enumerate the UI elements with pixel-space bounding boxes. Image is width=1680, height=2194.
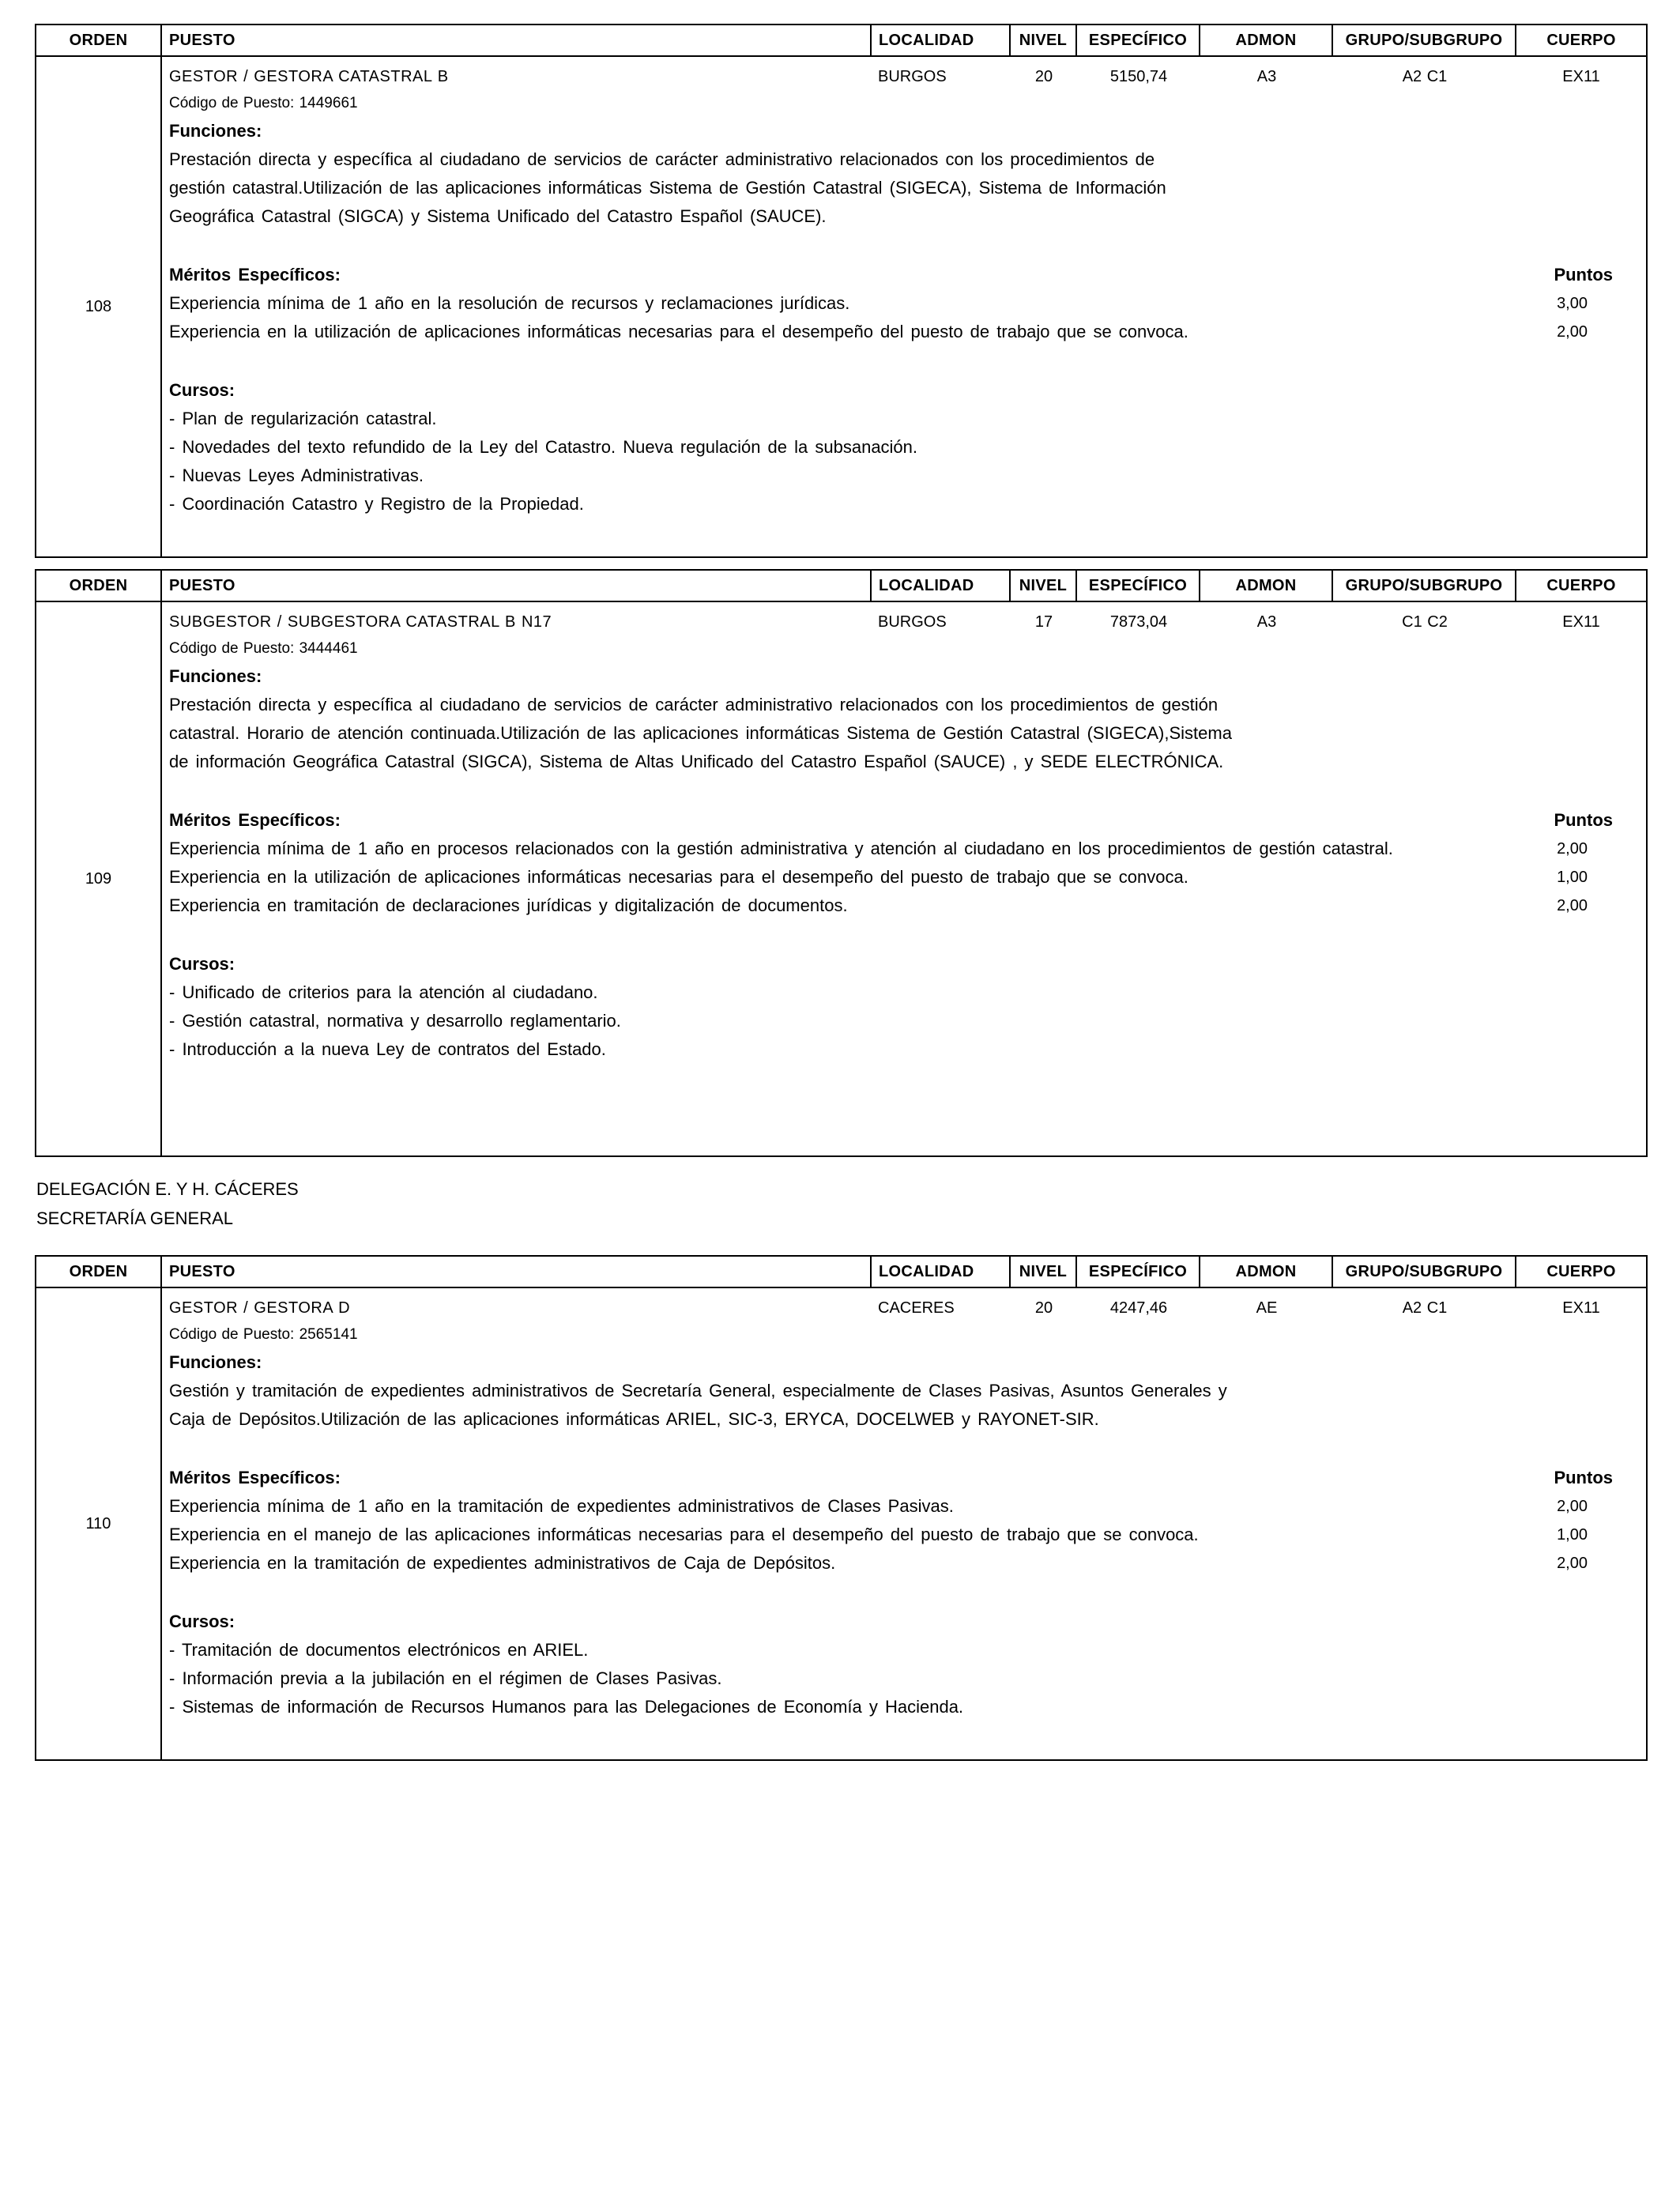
column-header-cuerpo: CUERPO	[1546, 31, 1616, 49]
column-header-localidad: LOCALIDAD	[872, 25, 1011, 55]
column-header-nivel: NIVEL	[1011, 571, 1077, 601]
course-item: - Plan de regularización catastral.	[169, 409, 437, 428]
funciones-line: gestión catastral.Utilización de las aplicaciones informáticas Sistema de Gestión Catastral (SIGECA), Sistema de Información	[169, 178, 1166, 198]
merit-row	[162, 1492, 1646, 1521]
table-header	[36, 25, 1646, 57]
column-header-localidad: LOCALIDAD	[872, 571, 1011, 601]
orden-value: 108	[36, 57, 162, 556]
admon-value: AE	[1256, 1299, 1278, 1317]
course-item: - Tramitación de documentos electrónicos en ARIEL.	[169, 1640, 589, 1660]
grupo-subgrupo-value: C1 C2	[1402, 613, 1448, 631]
column-header-puesto: PUESTO	[162, 571, 872, 601]
funciones-label: Funciones:	[169, 666, 262, 686]
merit-points: 2,00	[1557, 1555, 1588, 1572]
nivel-value: 17	[1034, 613, 1053, 631]
column-header-nivel: NIVEL	[1011, 1257, 1077, 1287]
merit-row	[162, 1521, 1646, 1549]
admon-value: A3	[1256, 67, 1277, 85]
merit-text: Experiencia mínima de 1 año en la tramitación de expedientes administrativos de Clases Pasivas.	[169, 1496, 954, 1516]
merit-points: 1,00	[1557, 1526, 1588, 1544]
merit-text: Experiencia en tramitación de declaraciones jurídicas y digitalización de documentos.	[169, 895, 848, 915]
funciones-label: Funciones:	[169, 121, 262, 141]
column-header-puesto: PUESTO	[162, 25, 872, 55]
column-header-admon: ADMON	[1200, 1257, 1333, 1287]
codigo-puesto: Código de Puesto: 1449661	[169, 95, 358, 111]
funciones-label: Funciones:	[169, 1352, 262, 1372]
cursos-list	[162, 978, 1646, 1064]
cursos-label: Cursos:	[169, 954, 235, 974]
column-header-especifico: ESPECÍFICO	[1077, 1257, 1200, 1287]
merit-points: 1,00	[1557, 869, 1588, 886]
position-block-108	[35, 24, 1648, 558]
table-body	[36, 57, 1646, 556]
column-header-cuerpo: CUERPO	[1546, 1262, 1616, 1280]
delegation-subtitle: SECRETARÍA GENERAL	[36, 1208, 233, 1228]
merit-text: Experiencia mínima de 1 año en la resolución de recursos y reclamaciones jurídicas.	[169, 293, 850, 313]
localidad-value: BURGOS	[878, 613, 947, 631]
meritos-label: Méritos Específicos:	[169, 1468, 341, 1487]
course-item: - Introducción a la nueva Ley de contratos del Estado.	[169, 1039, 606, 1059]
course-item: - Gestión catastral, normativa y desarrollo reglamentario.	[169, 1011, 621, 1031]
merit-text: Experiencia en el manejo de las aplicaciones informáticas necesarias para el desempeño del puesto de trabajo que se convoca.	[169, 1525, 1199, 1544]
funciones-paragraph	[162, 145, 1646, 231]
especifico-value: 7873,04	[1109, 613, 1168, 631]
puesto-value: GESTOR / GESTORA CATASTRAL B	[169, 67, 449, 85]
especifico-value: 4247,46	[1109, 1299, 1168, 1317]
orden-value: 110	[36, 1288, 162, 1759]
column-header-especifico: ESPECÍFICO	[1077, 25, 1200, 55]
delegation-title: DELEGACIÓN E. Y H. CÁCERES	[36, 1179, 299, 1199]
cuerpo-value: EX11	[1562, 1299, 1600, 1317]
funciones-paragraph	[162, 691, 1646, 776]
nivel-value: 20	[1034, 67, 1053, 85]
course-item: - Sistemas de información de Recursos Humanos para las Delegaciones de Economía y Hacienda.	[169, 1697, 964, 1717]
merit-row	[162, 1549, 1646, 1578]
merit-points: 2,00	[1557, 840, 1588, 858]
cuerpo-value: EX11	[1562, 67, 1600, 85]
values-row	[162, 609, 1646, 635]
puntos-label: Puntos	[1554, 1468, 1613, 1487]
table-body	[36, 1288, 1646, 1759]
column-header-orden: ORDEN	[36, 1257, 162, 1287]
merit-points: 2,00	[1557, 897, 1588, 914]
merit-row	[162, 835, 1646, 863]
merit-text: Experiencia en la tramitación de expedientes administrativos de Caja de Depósitos.	[169, 1553, 836, 1573]
nivel-value: 20	[1034, 1299, 1053, 1317]
column-header-admon: ADMON	[1200, 571, 1333, 601]
course-item: - Información previa a la jubilación en el régimen de Clases Pasivas.	[169, 1668, 722, 1688]
column-header-grupo-subgrupo: GRUPO/SUBGRUPO	[1333, 571, 1516, 601]
values-row	[162, 1295, 1646, 1321]
position-block-110	[35, 1255, 1648, 1761]
cuerpo-value: EX11	[1562, 613, 1600, 631]
position-block-109	[35, 569, 1648, 1157]
merit-row	[162, 892, 1646, 920]
especifico-value: 5150,74	[1109, 67, 1168, 85]
merit-text: Experiencia en la utilización de aplicaciones informáticas necesarias para el desempeño del puesto de trabajo que se convoca.	[169, 322, 1188, 341]
localidad-value: BURGOS	[878, 67, 947, 85]
puesto-value: GESTOR / GESTORA D	[169, 1299, 351, 1317]
merit-text: Experiencia mínima de 1 año en procesos relacionados con la gestión administrativa y atención al ciudadano en los procedimientos de gestión catastral.	[169, 839, 1393, 858]
funciones-line: catastral. Horario de atención continuada.Utilización de las aplicaciones informáticas Sistema de Gestión Catastral (SIGECA),Sistema	[169, 723, 1232, 743]
column-header-grupo-subgrupo: GRUPO/SUBGRUPO	[1333, 1257, 1516, 1287]
cursos-label: Cursos:	[169, 1612, 235, 1631]
orden-value: 109	[36, 602, 162, 1155]
merit-points: 2,00	[1557, 1498, 1588, 1515]
admon-value: A3	[1256, 613, 1277, 631]
meritos-header	[162, 261, 1646, 289]
funciones-line: Prestación directa y específica al ciudadano de servicios de carácter administrativo relacionados con los procedimientos de	[169, 149, 1155, 169]
values-row	[162, 63, 1646, 90]
column-header-puesto: PUESTO	[162, 1257, 872, 1287]
grupo-subgrupo-value: A2 C1	[1402, 1299, 1448, 1317]
cursos-label: Cursos:	[169, 380, 235, 400]
puntos-label: Puntos	[1554, 265, 1613, 285]
codigo-puesto: Código de Puesto: 2565141	[169, 1326, 358, 1343]
course-item: - Coordinación Catastro y Registro de la Propiedad.	[169, 494, 584, 514]
column-header-admon: ADMON	[1200, 25, 1333, 55]
column-header-especifico: ESPECÍFICO	[1077, 571, 1200, 601]
funciones-line: Gestión y tramitación de expedientes administrativos de Secretaría General, especialmente de Clases Pasivas, Asuntos Generales y	[169, 1381, 1227, 1400]
position-content	[162, 57, 1646, 556]
course-item: - Nuevas Leyes Administrativas.	[169, 466, 424, 485]
column-header-nivel: NIVEL	[1011, 25, 1077, 55]
table-header	[36, 571, 1646, 602]
column-header-cuerpo: CUERPO	[1546, 576, 1616, 594]
table-header	[36, 1257, 1646, 1288]
meritos-label: Méritos Específicos:	[169, 265, 341, 285]
merit-row	[162, 318, 1646, 346]
cursos-list	[162, 405, 1646, 518]
localidad-value: CACERES	[878, 1299, 955, 1317]
column-header-orden: ORDEN	[36, 25, 162, 55]
merit-row	[162, 863, 1646, 892]
table-body	[36, 602, 1646, 1155]
funciones-line: de información Geográfica Catastral (SIGCA), Sistema de Altas Unificado del Catastro Español (SAUCE) , y SEDE ELECTRÓNICA.	[169, 752, 1224, 771]
merit-row	[162, 289, 1646, 318]
meritos-header	[162, 806, 1646, 835]
delegation-section-header	[36, 1174, 1680, 1233]
funciones-paragraph	[162, 1377, 1646, 1434]
cursos-list	[162, 1636, 1646, 1721]
funciones-line: Prestación directa y específica al ciudadano de servicios de carácter administrativo relacionados con los procedimientos de gestión	[169, 695, 1219, 714]
position-content	[162, 602, 1646, 1155]
merit-points: 2,00	[1557, 323, 1588, 341]
meritos-label: Méritos Específicos:	[169, 810, 341, 830]
course-item: - Unificado de criterios para la atención al ciudadano.	[169, 982, 598, 1002]
puntos-label: Puntos	[1554, 810, 1613, 830]
codigo-puesto: Código de Puesto: 3444461	[169, 640, 358, 657]
column-header-grupo-subgrupo: GRUPO/SUBGRUPO	[1333, 25, 1516, 55]
funciones-line: Caja de Depósitos.Utilización de las aplicaciones informáticas ARIEL, SIC-3, ERYCA, DOCELWEB y RAYONET-SIR.	[169, 1409, 1099, 1429]
course-item: - Novedades del texto refundido de la Ley del Catastro. Nueva regulación de la subsanación.	[169, 437, 918, 457]
merit-points: 3,00	[1557, 295, 1588, 312]
meritos-header	[162, 1464, 1646, 1492]
merit-text: Experiencia en la utilización de aplicaciones informáticas necesarias para el desempeño del puesto de trabajo que se convoca.	[169, 867, 1188, 887]
position-content	[162, 1288, 1646, 1759]
column-header-orden: ORDEN	[36, 571, 162, 601]
funciones-line: Geográfica Catastral (SIGCA) y Sistema Unificado del Catastro Español (SAUCE).	[169, 206, 827, 226]
puesto-value: SUBGESTOR / SUBGESTORA CATASTRAL B N17	[169, 613, 552, 631]
column-header-localidad: LOCALIDAD	[872, 1257, 1011, 1287]
grupo-subgrupo-value: A2 C1	[1402, 67, 1448, 85]
